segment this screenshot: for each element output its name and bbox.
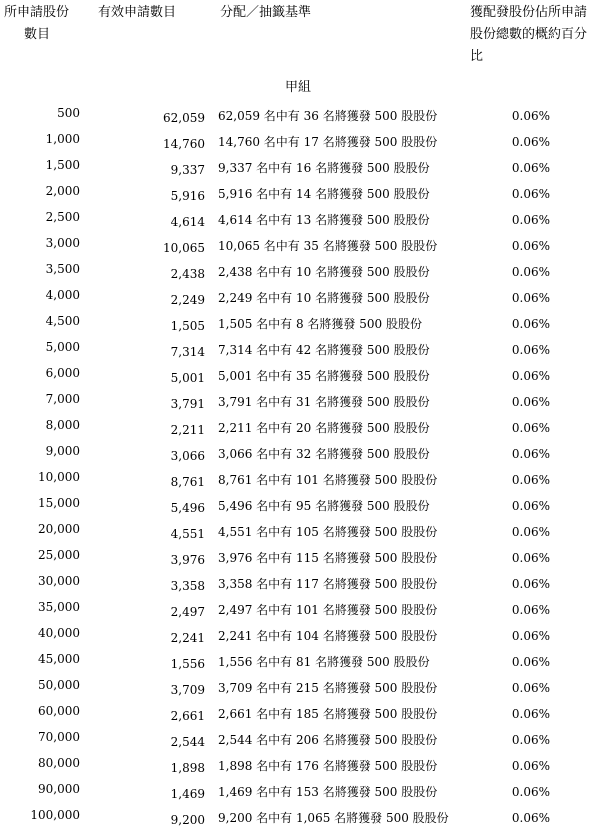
pct-cell: 0.06% <box>511 525 550 539</box>
basis-cell: 3,976 名中有 115 名將獲發 500 股股份 <box>218 551 438 565</box>
basis-cell: 4,614 名中有 13 名將獲發 500 股股份 <box>218 213 430 227</box>
pct-cell: 0.06% <box>511 343 550 357</box>
shares-cell: 2,000 <box>45 184 80 198</box>
header-basis-line: 分配／抽籤基準 <box>220 5 312 20</box>
shares-cell: 15,000 <box>38 496 80 510</box>
valid-cell: 3,976 <box>170 553 205 567</box>
basis-cell: 2,438 名中有 10 名將獲發 500 股股份 <box>218 265 430 279</box>
valid-cell: 62,059 <box>163 111 205 125</box>
shares-cell: 4,500 <box>45 314 80 328</box>
basis-cell: 1,505 名中有 8 名將獲發 500 股股份 <box>218 317 422 331</box>
shares-cell: 50,000 <box>38 678 80 692</box>
basis-cell: 2,249 名中有 10 名將獲發 500 股股份 <box>218 291 430 305</box>
header-valid-applications <box>98 2 208 24</box>
table-row <box>0 259 600 285</box>
valid-cell: 1,556 <box>170 657 205 671</box>
table-row <box>0 649 600 675</box>
table-row <box>0 233 600 259</box>
shares-cell: 100,000 <box>30 808 80 822</box>
valid-cell: 10,065 <box>163 241 205 255</box>
valid-cell: 8,761 <box>170 475 205 489</box>
table-row <box>0 155 600 181</box>
table-row <box>0 285 600 311</box>
table-row <box>0 597 600 623</box>
basis-cell: 2,497 名中有 101 名將獲發 500 股股份 <box>218 603 438 617</box>
table-row <box>0 415 600 441</box>
shares-cell: 5,000 <box>45 340 80 354</box>
pct-cell: 0.06% <box>511 109 550 123</box>
pct-cell: 0.06% <box>511 473 550 487</box>
basis-cell: 1,469 名中有 153 名將獲發 500 股股份 <box>218 785 438 799</box>
basis-cell: 62,059 名中有 36 名將獲發 500 股股份 <box>218 109 438 123</box>
shares-cell: 7,000 <box>45 392 80 406</box>
valid-cell: 7,314 <box>170 345 205 359</box>
shares-cell: 2,500 <box>45 210 80 224</box>
basis-cell: 2,661 名中有 185 名將獲發 500 股股份 <box>218 707 438 721</box>
pct-cell: 0.06% <box>511 811 550 825</box>
shares-cell: 90,000 <box>38 782 80 796</box>
shares-cell: 3,000 <box>45 236 80 250</box>
pct-cell: 0.06% <box>511 213 550 227</box>
valid-cell: 5,916 <box>170 189 205 203</box>
basis-cell: 3,358 名中有 117 名將獲發 500 股股份 <box>218 577 438 591</box>
valid-cell: 2,497 <box>170 605 205 619</box>
valid-cell: 1,469 <box>170 787 205 801</box>
basis-cell: 10,065 名中有 35 名將獲發 500 股股份 <box>218 239 438 253</box>
basis-cell: 2,211 名中有 20 名將獲發 500 股股份 <box>218 421 430 435</box>
shares-cell: 30,000 <box>38 574 80 588</box>
table-row <box>0 103 600 129</box>
valid-cell: 2,544 <box>170 735 205 749</box>
shares-cell: 40,000 <box>38 626 80 640</box>
shares-cell: 20,000 <box>38 522 80 536</box>
shares-cell: 70,000 <box>38 730 80 744</box>
header-shares-line1: 所申請股份 <box>4 5 70 20</box>
valid-cell: 1,505 <box>170 319 205 333</box>
shares-cell: 45,000 <box>38 652 80 666</box>
pct-cell: 0.06% <box>511 369 550 383</box>
table-row <box>0 779 600 805</box>
shares-cell: 80,000 <box>38 756 80 770</box>
basis-cell: 5,496 名中有 95 名將獲發 500 股股份 <box>218 499 430 513</box>
shares-cell: 35,000 <box>38 600 80 614</box>
pct-cell: 0.06% <box>511 265 550 279</box>
table-row <box>0 441 600 467</box>
basis-cell: 3,066 名中有 32 名將獲發 500 股股份 <box>218 447 430 461</box>
pct-cell: 0.06% <box>511 499 550 513</box>
valid-cell: 4,551 <box>170 527 205 541</box>
header-valid-line: 有效申請數目 <box>98 5 177 20</box>
table-row <box>0 753 600 779</box>
table-row <box>0 311 600 337</box>
pct-cell: 0.06% <box>511 551 550 565</box>
valid-cell: 9,337 <box>170 163 205 177</box>
basis-cell: 3,791 名中有 31 名將獲發 500 股股份 <box>218 395 430 409</box>
table-row <box>0 389 600 415</box>
pct-cell: 0.06% <box>511 421 550 435</box>
table-row <box>0 571 600 597</box>
basis-cell: 14,760 名中有 17 名將獲發 500 股股份 <box>218 135 438 149</box>
pct-cell: 0.06% <box>511 187 550 201</box>
table-row <box>0 363 600 389</box>
shares-cell: 60,000 <box>38 704 80 718</box>
valid-cell: 2,249 <box>170 293 205 307</box>
basis-cell: 2,544 名中有 206 名將獲發 500 股股份 <box>218 733 438 747</box>
pct-cell: 0.06% <box>511 707 550 721</box>
header-pct-line1: 獲配發股份佔所申請 <box>470 5 588 20</box>
shares-cell: 6,000 <box>45 366 80 380</box>
shares-cell: 1,000 <box>45 132 80 146</box>
pct-cell: 0.06% <box>511 135 550 149</box>
header-pct-line2: 股份總數的概約百分 <box>470 27 588 42</box>
basis-cell: 2,241 名中有 104 名將獲發 500 股股份 <box>218 629 438 643</box>
basis-cell: 1,898 名中有 176 名將獲發 500 股股份 <box>218 759 438 773</box>
pct-cell: 0.06% <box>511 447 550 461</box>
valid-cell: 4,614 <box>170 215 205 229</box>
table-row <box>0 805 600 831</box>
table-row <box>0 493 600 519</box>
table-row <box>0 545 600 571</box>
shares-cell: 9,000 <box>45 444 80 458</box>
header-pct-line3: 比 <box>470 49 484 64</box>
basis-cell: 1,556 名中有 81 名將獲發 500 股股份 <box>218 655 430 669</box>
valid-cell: 5,001 <box>170 371 205 385</box>
pct-cell: 0.06% <box>511 317 550 331</box>
allocation-table-body <box>0 103 600 831</box>
pct-cell: 0.06% <box>511 239 550 253</box>
basis-cell: 5,001 名中有 35 名將獲發 500 股股份 <box>218 369 430 383</box>
valid-cell: 3,358 <box>170 579 205 593</box>
basis-cell: 9,337 名中有 16 名將獲發 500 股股份 <box>218 161 430 175</box>
pct-cell: 0.06% <box>511 577 550 591</box>
table-row <box>0 129 600 155</box>
pct-cell: 0.06% <box>511 655 550 669</box>
pct-cell: 0.06% <box>511 291 550 305</box>
basis-cell: 7,314 名中有 42 名將獲發 500 股股份 <box>218 343 430 357</box>
basis-cell: 9,200 名中有 1,065 名將獲發 500 股股份 <box>218 811 449 825</box>
basis-cell: 8,761 名中有 101 名將獲發 500 股股份 <box>218 473 438 487</box>
valid-cell: 14,760 <box>163 137 205 151</box>
valid-cell: 3,709 <box>170 683 205 697</box>
pct-cell: 0.06% <box>511 733 550 747</box>
shares-cell: 10,000 <box>38 470 80 484</box>
header-shares-line2: 數目 <box>24 27 51 42</box>
header-approx-percentage <box>470 2 596 68</box>
valid-cell: 2,211 <box>170 423 205 437</box>
shares-cell: 25,000 <box>38 548 80 562</box>
pct-cell: 0.06% <box>511 681 550 695</box>
pct-cell: 0.06% <box>511 603 550 617</box>
valid-cell: 2,661 <box>170 709 205 723</box>
valid-cell: 5,496 <box>170 501 205 515</box>
basis-cell: 3,709 名中有 215 名將獲發 500 股股份 <box>218 681 438 695</box>
table-row <box>0 675 600 701</box>
table-row <box>0 727 600 753</box>
table-row <box>0 207 600 233</box>
table-row <box>0 181 600 207</box>
valid-cell: 1,898 <box>170 761 205 775</box>
table-row <box>0 519 600 545</box>
valid-cell: 2,241 <box>170 631 205 645</box>
header-allocation-basis <box>220 2 420 24</box>
pct-cell: 0.06% <box>511 161 550 175</box>
basis-cell: 4,551 名中有 105 名將獲發 500 股股份 <box>218 525 438 539</box>
shares-cell: 500 <box>57 106 80 120</box>
table-row <box>0 467 600 493</box>
group-label: 甲組 <box>284 80 311 95</box>
table-row <box>0 337 600 363</box>
pct-cell: 0.06% <box>511 629 550 643</box>
shares-cell: 4,000 <box>45 288 80 302</box>
pct-cell: 0.06% <box>511 785 550 799</box>
header-shares-applied <box>4 2 94 46</box>
valid-cell: 3,791 <box>170 397 205 411</box>
basis-cell: 5,916 名中有 14 名將獲發 500 股股份 <box>218 187 430 201</box>
valid-cell: 2,438 <box>170 267 205 281</box>
valid-cell: 9,200 <box>170 813 205 827</box>
shares-cell: 3,500 <box>45 262 80 276</box>
pct-cell: 0.06% <box>511 395 550 409</box>
pct-cell: 0.06% <box>511 759 550 773</box>
valid-cell: 3,066 <box>170 449 205 463</box>
shares-cell: 8,000 <box>45 418 80 432</box>
table-row <box>0 623 600 649</box>
table-row <box>0 701 600 727</box>
shares-cell: 1,500 <box>45 158 80 172</box>
